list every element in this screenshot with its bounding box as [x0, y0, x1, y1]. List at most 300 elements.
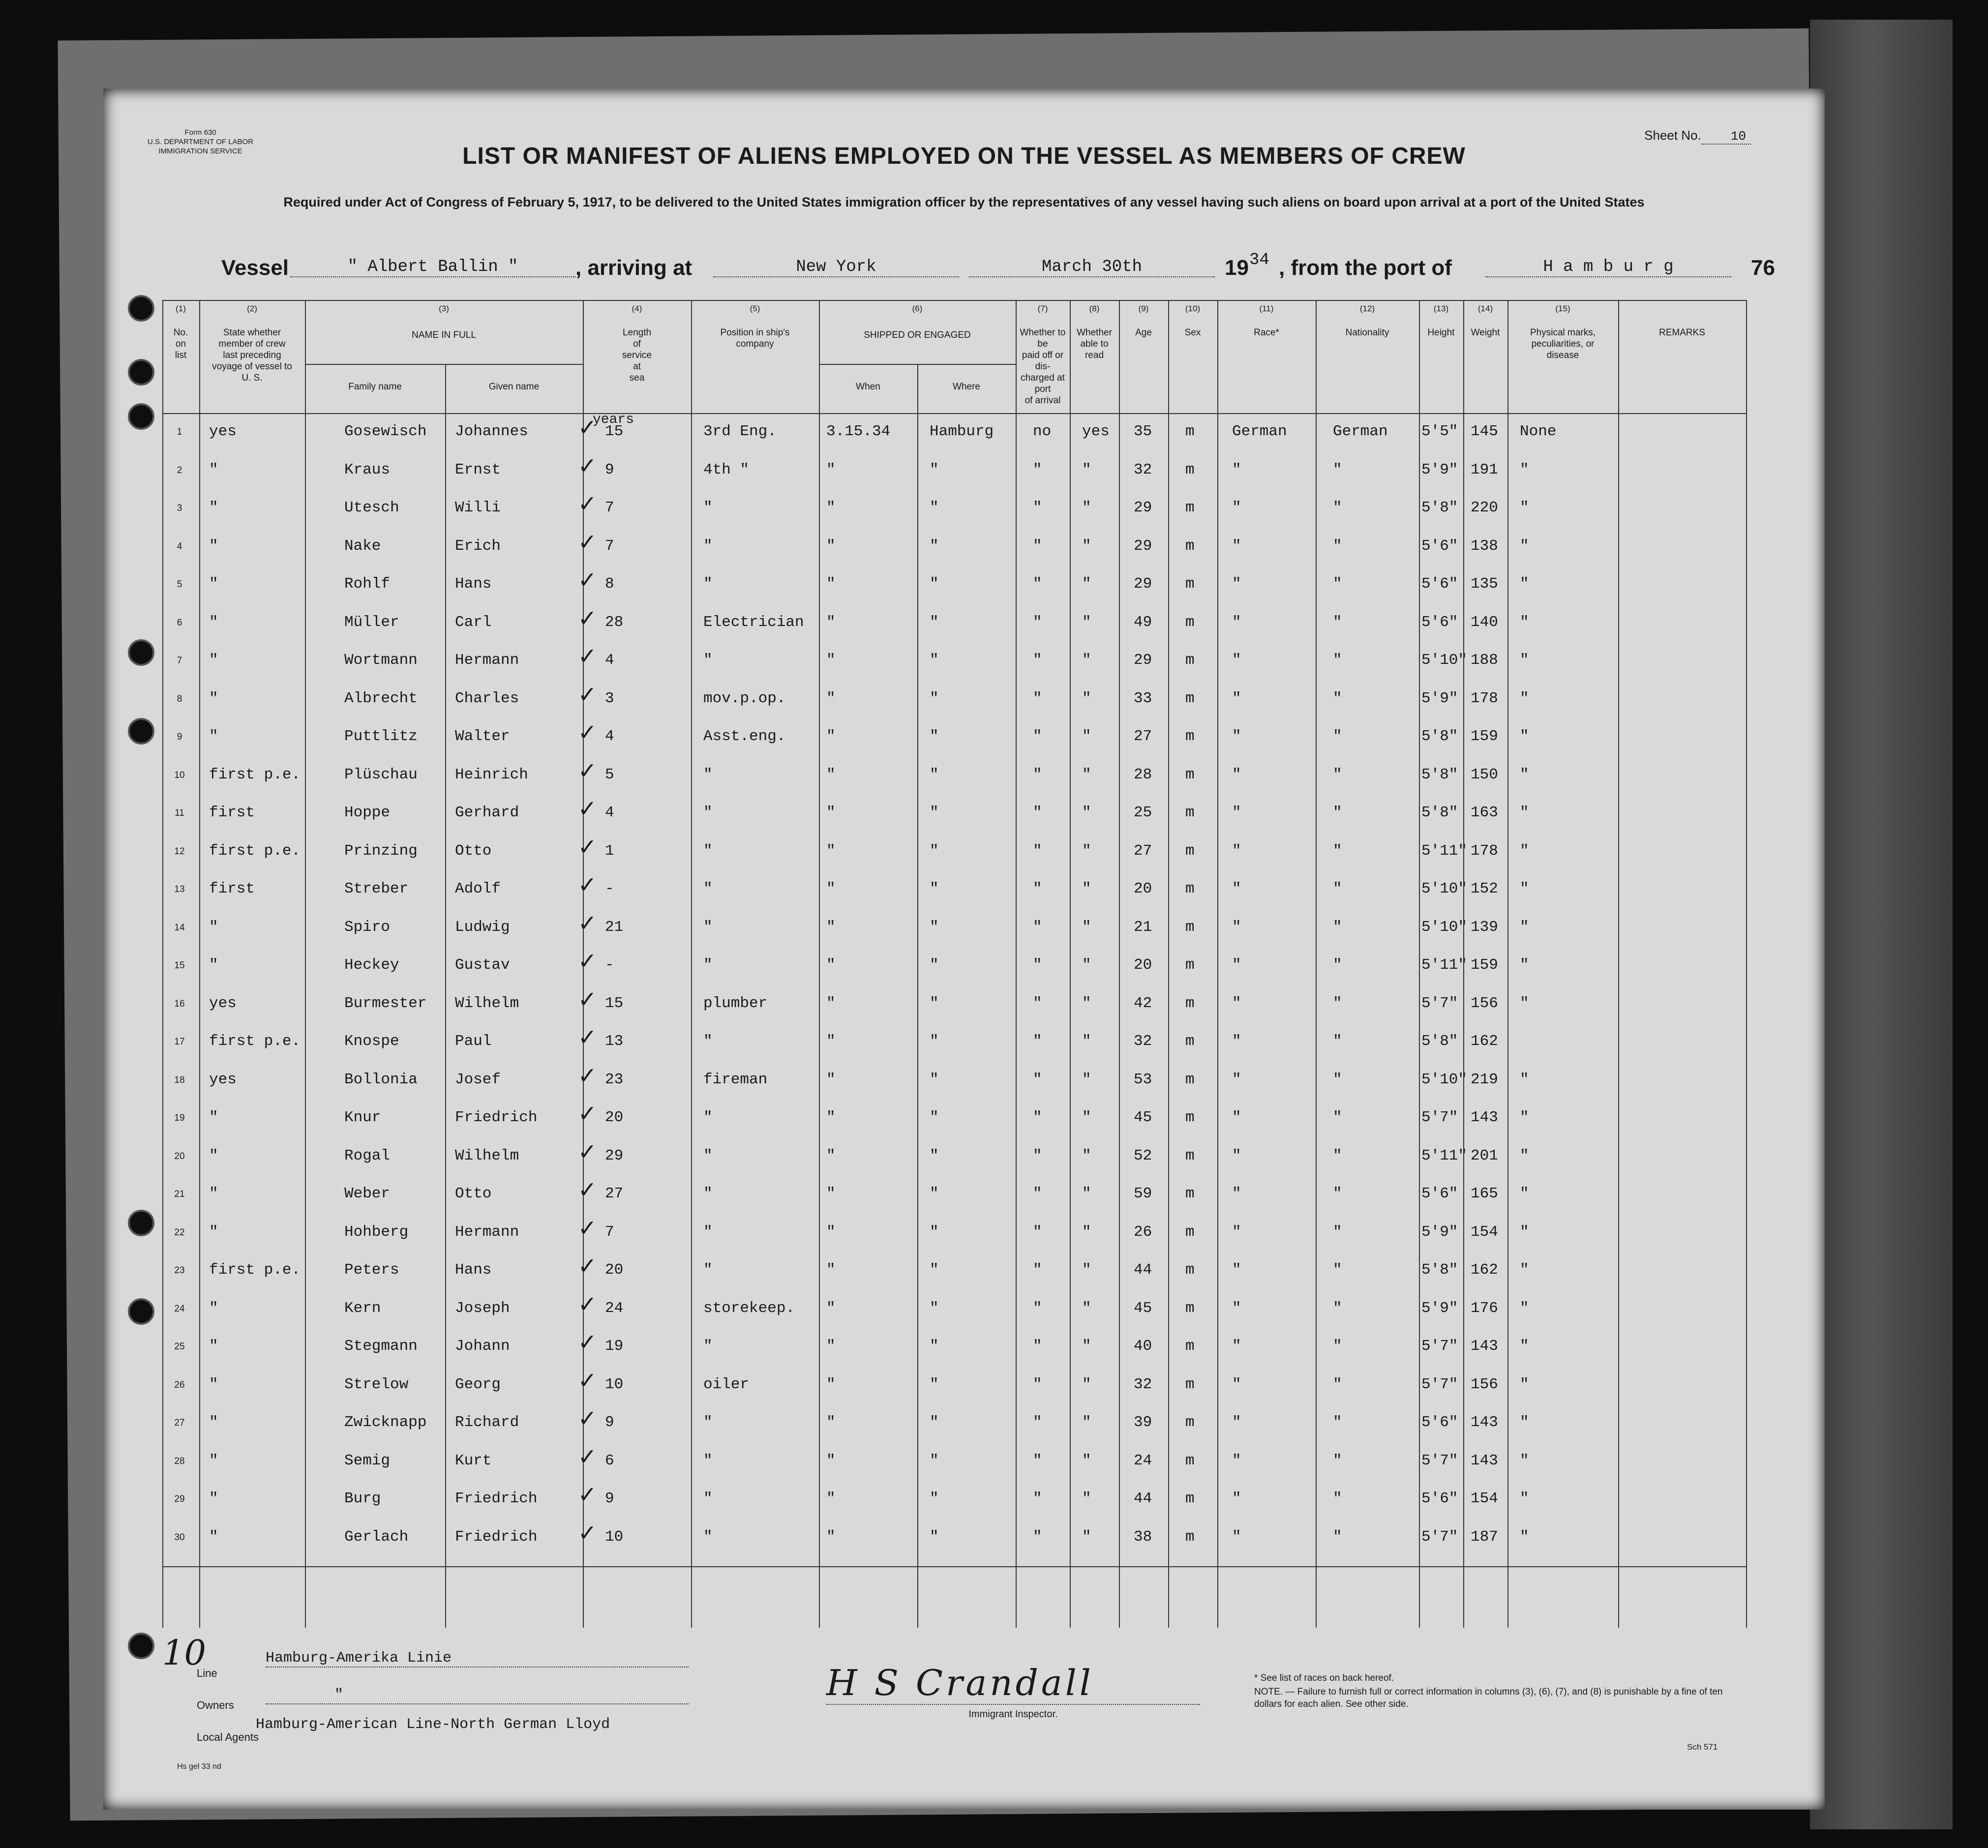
family-name-cell: Knur — [344, 1109, 381, 1126]
nationality-cell: " — [1333, 880, 1342, 897]
page-subtitle: Required under Act of Congress of February 5, 1917, to be delivered to the United States immigration officer by the representatives of any vessel having such aliens on board upon arrival at a port of the United States — [283, 195, 1645, 209]
shipped-when-cell: " — [826, 1147, 836, 1164]
physical-marks-cell: None — [1520, 423, 1557, 440]
weight-cell: 163 — [1471, 804, 1498, 821]
check-mark: ✓ — [578, 452, 597, 479]
weight-cell: 176 — [1471, 1299, 1498, 1317]
column-number: (12) — [1359, 304, 1375, 313]
shipped-when-cell: " — [826, 842, 836, 860]
weight-cell: 178 — [1471, 842, 1498, 860]
nationality-cell: " — [1333, 575, 1342, 593]
shipped-when-cell: " — [826, 537, 836, 555]
age-cell: 27 — [1134, 728, 1152, 745]
table-row — [162, 609, 1746, 647]
nationality-cell: " — [1333, 1490, 1342, 1507]
check-mark: ✓ — [578, 1176, 597, 1203]
family-name-cell: Stegmann — [344, 1338, 418, 1355]
column-header: Whether to be paid off or dis- charged at port of arrival — [1020, 328, 1066, 406]
nationality-cell: " — [1333, 766, 1342, 783]
nationality-cell: " — [1333, 1109, 1342, 1126]
able-to-read-cell: " — [1082, 1109, 1091, 1126]
check-mark: ✓ — [578, 871, 597, 898]
able-to-read-cell: " — [1082, 575, 1091, 593]
shipped-when-cell: " — [826, 1109, 836, 1126]
prior-voyage-cell: first p.e. — [209, 842, 301, 860]
physical-marks-cell: " — [1520, 689, 1529, 707]
nationality-cell: " — [1333, 1528, 1342, 1546]
height-cell: 5'7" — [1421, 1338, 1458, 1355]
service-length-cell: 15 — [605, 423, 624, 440]
age-cell: 35 — [1134, 423, 1152, 440]
position-cell: " — [703, 880, 713, 897]
height-cell: 5'7" — [1421, 1528, 1458, 1546]
nationality-cell: " — [1333, 537, 1342, 555]
family-name-cell: Burmester — [344, 994, 427, 1012]
sex-cell: m — [1185, 766, 1195, 783]
given-name-cell: Hans — [455, 1261, 492, 1279]
service-length-cell: 10 — [605, 1528, 624, 1546]
able-to-read-cell: " — [1082, 652, 1091, 669]
table-row — [162, 494, 1746, 533]
given-name-cell: Carl — [455, 613, 492, 631]
given-name-cell: Friedrich — [455, 1490, 538, 1507]
service-length-cell: 4 — [605, 652, 614, 669]
shipped-where-cell: " — [930, 1528, 939, 1546]
service-length-cell: 7 — [605, 537, 614, 555]
weight-cell: 138 — [1471, 537, 1498, 555]
paid-off-cell: " — [1033, 880, 1042, 897]
prior-voyage-cell: " — [209, 728, 218, 745]
punch-hole — [128, 403, 154, 430]
paid-off-cell: " — [1033, 1414, 1042, 1431]
shipped-where-cell: " — [930, 1375, 939, 1393]
sex-cell: m — [1185, 1223, 1195, 1241]
given-name-cell: Ernst — [455, 461, 501, 478]
column-subheader: Given name — [488, 382, 540, 392]
punch-hole — [128, 1298, 154, 1325]
nationality-cell: " — [1333, 918, 1342, 936]
paid-off-cell: " — [1033, 689, 1042, 707]
shipped-when-cell: " — [826, 880, 836, 897]
penalty-note: NOTE. — Failure to furnish full or correct information in columns (3), (6), (7), and (8) is punishable by a fine of ten dollars for each alien. See other side. — [1254, 1687, 1723, 1709]
table-row — [162, 1142, 1746, 1181]
shipped-when-cell: " — [826, 728, 836, 745]
family-name-cell: Zwicknapp — [344, 1414, 427, 1431]
race-cell: " — [1232, 880, 1241, 897]
column-number: (3) — [439, 304, 449, 313]
family-name-cell: Peters — [344, 1261, 399, 1279]
arrival-date: March 30th — [969, 258, 1215, 277]
height-cell: 5'6" — [1421, 537, 1458, 555]
height-cell: 5'8" — [1421, 1261, 1458, 1279]
physical-marks-cell: " — [1520, 1147, 1529, 1164]
sheet-label: Sheet No. — [1644, 128, 1701, 143]
height-cell: 5'6" — [1421, 1490, 1458, 1507]
weight-cell: 165 — [1471, 1185, 1498, 1202]
table-row — [162, 1447, 1746, 1486]
race-cell: " — [1232, 994, 1241, 1012]
shipped-where-cell: " — [930, 842, 939, 860]
position-cell: " — [703, 1223, 713, 1241]
service-length-cell: 5 — [605, 766, 614, 783]
column-subheader: Family name — [348, 382, 402, 392]
service-length-cell: 9 — [605, 461, 614, 478]
race-cell: " — [1232, 689, 1241, 707]
nationality-cell: " — [1333, 1223, 1342, 1241]
weight-cell: 150 — [1471, 766, 1498, 783]
race-cell: " — [1232, 1414, 1241, 1431]
family-name-cell: Rogal — [344, 1147, 391, 1164]
sex-cell: m — [1185, 1299, 1195, 1317]
position-cell: " — [703, 1147, 713, 1164]
sex-cell: m — [1185, 804, 1195, 821]
sex-cell: m — [1185, 1109, 1195, 1126]
age-cell: 53 — [1134, 1071, 1152, 1088]
age-cell: 32 — [1134, 1033, 1152, 1050]
service-length-cell: 9 — [605, 1490, 614, 1507]
row-number: 6 — [177, 617, 182, 628]
weight-cell: 219 — [1471, 1071, 1498, 1088]
position-cell: fireman — [703, 1071, 768, 1088]
family-name-cell: Bollonia — [344, 1071, 418, 1088]
position-cell: " — [703, 956, 713, 974]
position-cell: " — [703, 1109, 713, 1126]
prior-voyage-cell: " — [209, 1490, 218, 1507]
row-number: 13 — [174, 884, 185, 894]
check-mark: ✓ — [578, 528, 597, 555]
sex-cell: m — [1185, 918, 1195, 936]
prior-voyage-cell: " — [209, 1528, 218, 1546]
physical-marks-cell: " — [1520, 804, 1529, 821]
column-number: (1) — [176, 304, 186, 313]
shipped-when-cell: " — [826, 1528, 836, 1546]
family-name-cell: Gerlach — [344, 1528, 409, 1546]
service-length-cell: 27 — [605, 1185, 624, 1202]
shipped-where-cell: " — [930, 1338, 939, 1355]
race-cell: " — [1232, 918, 1241, 936]
position-cell: " — [703, 842, 713, 860]
paid-off-cell: " — [1033, 956, 1042, 974]
shipped-where-cell: " — [930, 1261, 939, 1279]
column-number: (9) — [1138, 304, 1149, 313]
column-header: NAME IN FULL — [412, 330, 476, 340]
able-to-read-cell: yes — [1082, 423, 1110, 440]
physical-marks-cell: " — [1520, 1375, 1529, 1393]
column-number: (15) — [1555, 304, 1570, 313]
position-cell: 4th " — [703, 461, 750, 478]
physical-marks-cell: " — [1520, 1414, 1529, 1431]
check-mark: ✓ — [578, 490, 597, 517]
sheet-number — [1644, 128, 1751, 144]
able-to-read-cell: " — [1082, 728, 1091, 745]
sex-cell: m — [1185, 1375, 1195, 1393]
sex-cell: m — [1185, 1338, 1195, 1355]
service-length-cell: 7 — [605, 1223, 614, 1241]
row-number: 26 — [174, 1379, 185, 1390]
shipped-when-cell: " — [826, 1414, 836, 1431]
nationality-cell: " — [1333, 1261, 1342, 1279]
family-name-cell: Strelow — [344, 1375, 409, 1393]
service-length-cell: 3 — [605, 689, 614, 707]
prior-voyage-cell: first p.e. — [209, 766, 301, 783]
punch-hole — [128, 718, 154, 745]
position-cell: plumber — [703, 994, 768, 1012]
sex-cell: m — [1185, 575, 1195, 593]
given-name-cell: Hermann — [455, 652, 519, 669]
age-cell: 27 — [1134, 842, 1152, 860]
check-mark: ✓ — [578, 757, 597, 784]
position-cell: " — [703, 1414, 713, 1431]
check-mark: ✓ — [578, 985, 597, 1013]
shipped-where-cell: " — [930, 1299, 939, 1317]
column-number: (6) — [912, 304, 923, 313]
sex-cell: m — [1185, 689, 1195, 707]
nationality-cell: " — [1333, 1338, 1342, 1355]
departure-port: H a m b u r g — [1485, 258, 1731, 277]
family-name-cell: Prinzing — [344, 842, 418, 860]
height-cell: 5'6" — [1421, 613, 1458, 631]
column-number: (4) — [632, 304, 642, 313]
family-name-cell: Müller — [344, 613, 399, 631]
service-length-cell: 21 — [605, 918, 624, 936]
column-rule — [1746, 300, 1747, 1628]
physical-marks-cell: " — [1520, 1223, 1529, 1241]
table-row — [162, 1180, 1746, 1219]
family-name-cell: Hohberg — [344, 1223, 409, 1241]
age-cell: 25 — [1134, 804, 1152, 821]
from-port-label: , from the port of — [1279, 256, 1452, 280]
agents-label: Local Agents — [197, 1731, 259, 1743]
shipped-where-cell: " — [930, 1147, 939, 1164]
service-length-cell: - — [605, 880, 614, 897]
shipped-where-cell: " — [930, 499, 939, 516]
able-to-read-cell: " — [1082, 613, 1091, 631]
position-cell: " — [703, 804, 713, 821]
column-number: (5) — [750, 304, 760, 313]
able-to-read-cell: " — [1082, 842, 1091, 860]
row-number: 23 — [174, 1265, 185, 1276]
weight-cell: 143 — [1471, 1452, 1498, 1469]
shipped-when-cell: " — [826, 1071, 836, 1088]
paid-off-cell: no — [1033, 423, 1052, 440]
position-cell: " — [703, 1490, 713, 1507]
physical-marks-cell: " — [1520, 575, 1529, 593]
prior-voyage-cell: yes — [209, 423, 237, 440]
row-number: 9 — [177, 732, 182, 742]
shipped-when-cell: " — [826, 956, 836, 974]
paid-off-cell: " — [1033, 1338, 1042, 1355]
check-mark: ✓ — [578, 719, 597, 745]
check-mark: ✓ — [578, 1100, 597, 1127]
race-cell: " — [1232, 1147, 1241, 1164]
position-cell: Electrician — [703, 613, 804, 631]
row-rule — [162, 300, 1746, 301]
table-row — [162, 1028, 1746, 1066]
weight-cell: 140 — [1471, 613, 1498, 631]
column-header: Length of service at sea — [622, 328, 652, 383]
nationality-cell: " — [1333, 461, 1342, 478]
height-cell: 5'9" — [1421, 689, 1458, 707]
height-cell: 5'6" — [1421, 575, 1458, 593]
race-cell: " — [1232, 1452, 1241, 1469]
manifest-sheet — [103, 89, 1825, 1810]
given-name-cell: Adolf — [455, 880, 501, 897]
sex-cell: m — [1185, 1071, 1195, 1088]
prior-voyage-cell: " — [209, 1452, 218, 1469]
height-cell: 5'8" — [1421, 499, 1458, 516]
given-name-cell: Friedrich — [455, 1109, 538, 1126]
paid-off-cell: " — [1033, 1299, 1042, 1317]
age-cell: 26 — [1134, 1223, 1152, 1241]
given-name-cell: Kurt — [455, 1452, 492, 1469]
service-length-cell: 7 — [605, 499, 614, 516]
check-mark: ✓ — [578, 1519, 597, 1546]
nationality-cell: German — [1333, 423, 1388, 440]
able-to-read-cell: " — [1082, 994, 1091, 1012]
weight-cell: 154 — [1471, 1223, 1498, 1241]
able-to-read-cell: " — [1082, 1452, 1091, 1469]
shipped-where-cell: " — [930, 880, 939, 897]
paid-off-cell: " — [1033, 804, 1042, 821]
paid-off-cell: " — [1033, 728, 1042, 745]
paid-off-cell: " — [1033, 613, 1042, 631]
table-row — [162, 533, 1746, 571]
weight-cell: 159 — [1471, 728, 1498, 745]
age-cell: 44 — [1134, 1490, 1152, 1507]
family-name-cell: Streber — [344, 880, 409, 897]
sex-cell: m — [1185, 1452, 1195, 1469]
able-to-read-cell: " — [1082, 1414, 1091, 1431]
height-cell: 5'7" — [1421, 1375, 1458, 1393]
able-to-read-cell: " — [1082, 1033, 1091, 1050]
age-cell: 38 — [1134, 1528, 1152, 1546]
able-to-read-cell: " — [1082, 1528, 1091, 1546]
given-name-cell: Charles — [455, 689, 519, 707]
nationality-cell: " — [1333, 994, 1342, 1012]
weight-cell: 201 — [1471, 1147, 1498, 1164]
position-cell: storekeep. — [703, 1299, 795, 1317]
column-number: (10) — [1185, 304, 1201, 313]
able-to-read-cell: " — [1082, 1261, 1091, 1279]
sex-cell: m — [1185, 880, 1195, 897]
shipped-when-cell: " — [826, 613, 836, 631]
race-cell: " — [1232, 956, 1241, 974]
race-cell: " — [1232, 766, 1241, 783]
service-length-cell: 8 — [605, 575, 614, 593]
height-cell: 5'11" — [1421, 842, 1468, 860]
row-number: 25 — [174, 1341, 185, 1352]
age-cell: 45 — [1134, 1109, 1152, 1126]
check-mark: ✓ — [578, 604, 597, 631]
shipped-when-cell: " — [826, 1185, 836, 1202]
prior-voyage-cell: " — [209, 1147, 218, 1164]
sex-cell: m — [1185, 994, 1195, 1012]
shipped-when-cell: " — [826, 575, 836, 593]
page-title: LIST OR MANIFEST OF ALIENS EMPLOYED ON THE VESSEL AS MEMBERS OF CREW — [462, 143, 1466, 169]
weight-cell: 220 — [1471, 499, 1498, 516]
shipped-when-cell: " — [826, 1338, 836, 1355]
sex-cell: m — [1185, 1147, 1195, 1164]
shipped-when-cell: " — [826, 1299, 836, 1317]
sex-cell: m — [1185, 537, 1195, 555]
row-number: 19 — [174, 1113, 185, 1123]
row-number: 29 — [174, 1494, 185, 1504]
height-cell: 5'8" — [1421, 766, 1458, 783]
shipped-when-cell: " — [826, 1223, 836, 1241]
races-note: * See list of races on back hereof. — [1254, 1673, 1394, 1683]
check-mark: ✓ — [578, 1329, 597, 1355]
able-to-read-cell: " — [1082, 1147, 1091, 1164]
given-name-cell: Ludwig — [455, 918, 510, 936]
position-cell: " — [703, 537, 713, 555]
shipped-where-cell: " — [930, 652, 939, 669]
given-name-cell: Heinrich — [455, 766, 528, 783]
shipped-where-cell: " — [930, 613, 939, 631]
nationality-cell: " — [1333, 842, 1342, 860]
row-number: 10 — [174, 770, 185, 780]
service-length-cell: 10 — [605, 1375, 624, 1393]
check-mark: ✓ — [578, 1367, 597, 1394]
row-number: 3 — [177, 503, 182, 513]
shipped-where-cell: " — [930, 728, 939, 745]
column-header: Sex — [1184, 328, 1201, 338]
shipped-when-cell: " — [826, 918, 836, 936]
physical-marks-cell: " — [1520, 728, 1529, 745]
given-name-cell: Paul — [455, 1033, 492, 1050]
shipped-when-cell: " — [826, 652, 836, 669]
weight-cell: 143 — [1471, 1109, 1498, 1126]
weight-cell: 159 — [1471, 956, 1498, 974]
page-number: 76 — [1751, 256, 1775, 280]
row-number: 7 — [177, 656, 182, 666]
able-to-read-cell: " — [1082, 1490, 1091, 1507]
column-header: Race* — [1254, 328, 1279, 338]
physical-marks-cell: " — [1520, 1452, 1529, 1469]
column-header: Physical marks, peculiarities, or disease — [1530, 328, 1596, 360]
owners-value: " — [266, 1687, 689, 1704]
nationality-cell: " — [1333, 1452, 1342, 1469]
service-length-cell: 24 — [605, 1299, 624, 1317]
row-number: 1 — [177, 427, 182, 437]
table-row — [162, 1485, 1746, 1523]
age-cell: 49 — [1134, 613, 1152, 631]
table-row — [162, 952, 1746, 990]
prior-voyage-cell: " — [209, 1109, 218, 1126]
race-cell: " — [1232, 1261, 1241, 1279]
check-mark: ✓ — [578, 1024, 597, 1050]
family-name-cell: Utesch — [344, 499, 399, 516]
given-name-cell: Johann — [455, 1338, 510, 1355]
shipped-when-cell: " — [826, 461, 836, 478]
check-mark: ✓ — [578, 643, 597, 669]
height-cell: 5'11" — [1421, 1147, 1468, 1164]
prior-voyage-cell: " — [209, 652, 218, 669]
column-header: No. on list — [173, 328, 188, 360]
prior-voyage-cell: " — [209, 1338, 218, 1355]
table-row — [162, 1295, 1746, 1333]
given-name-cell: Joseph — [455, 1299, 510, 1317]
sex-cell: m — [1185, 1528, 1195, 1546]
row-number: 27 — [174, 1418, 185, 1428]
age-cell: 29 — [1134, 652, 1152, 669]
able-to-read-cell: " — [1082, 918, 1091, 936]
column-subheader: Where — [953, 382, 980, 392]
able-to-read-cell: " — [1082, 956, 1091, 974]
sheet-value: 10 — [1701, 129, 1751, 145]
race-cell: " — [1232, 842, 1241, 860]
nationality-cell: " — [1333, 1071, 1342, 1088]
nationality-cell: " — [1333, 728, 1342, 745]
